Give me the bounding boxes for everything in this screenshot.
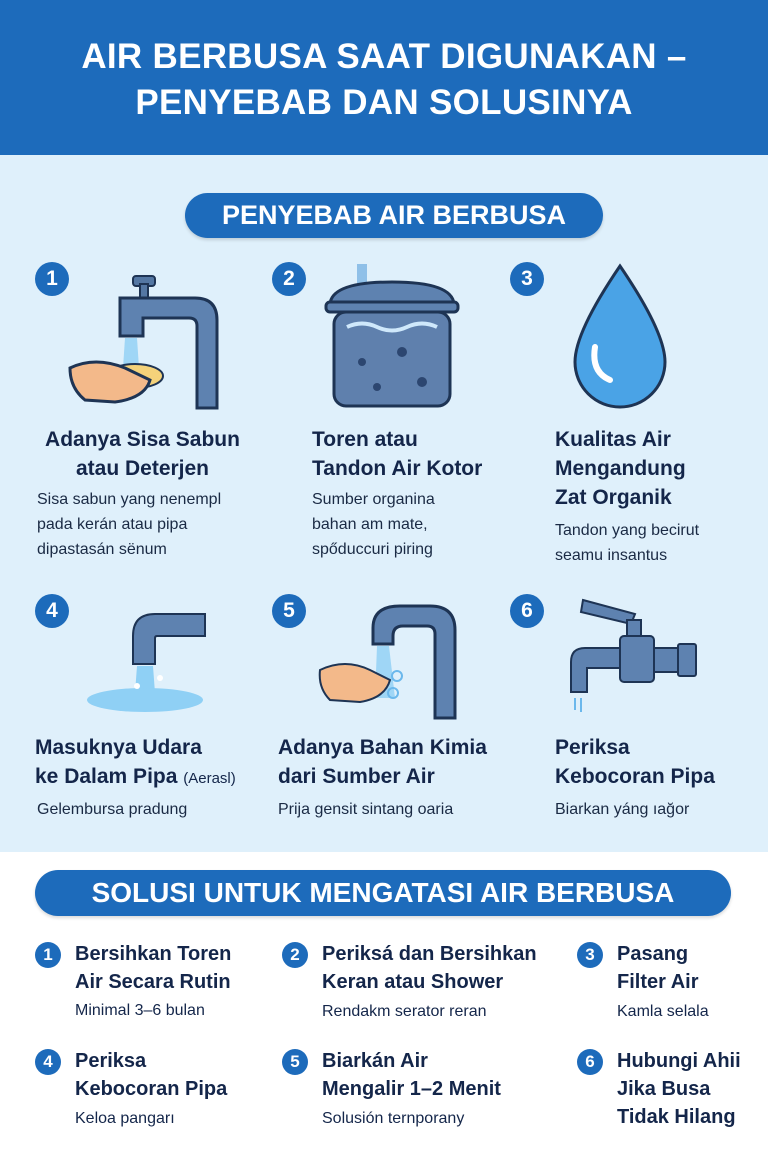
header-title-line2: PENYEBAB DAN SOLUSINYA [135, 83, 633, 122]
cause-title [278, 733, 487, 791]
title-line: Mengalir 1–2 Menit [322, 1078, 501, 1100]
title-line: dari Sumber Air [278, 765, 435, 788]
desc-line: seamu insantus [555, 547, 668, 564]
title-line: Tidak Hilang [617, 1106, 736, 1128]
title-line: Zat Organik [555, 486, 672, 509]
cause-desc: Gelembursa pradung [37, 801, 188, 818]
solution-desc: Solusión ternporany [322, 1110, 465, 1127]
solution-desc: Keloa pangarı [75, 1110, 175, 1127]
title-line: Kebocoran Pipa [75, 1078, 228, 1100]
faucet-hand-icon [315, 598, 465, 720]
title-line: Pasang [617, 943, 689, 965]
solution-title [617, 940, 768, 996]
pipe-splash-icon [85, 608, 215, 718]
desc-line: Tandon yang becirut [555, 522, 700, 539]
cause-desc [555, 518, 699, 568]
title-line: Adanya Sisa Sabun [45, 428, 240, 451]
cause-number: 4 [35, 594, 69, 628]
desc-line: pada kerán atau pipa [37, 516, 188, 533]
title-line: Periksa [75, 1050, 147, 1072]
page-header [0, 0, 768, 155]
solution-number: 1 [35, 942, 61, 968]
desc-line: dipastasán sënum [37, 541, 167, 558]
solution-title [322, 940, 562, 996]
title-line: Kebocoran Pipa [555, 765, 715, 788]
solution-number: 3 [577, 942, 603, 968]
solution-title [322, 1047, 562, 1103]
cause-title [555, 733, 715, 791]
solutions-heading: SOLUSI UNTUK MENGATASI AIR BERBUSA [35, 870, 731, 916]
header-title-line1: AIR BERBUSA SAAT DIGUNAKAN – [81, 37, 687, 76]
title-line: Periksa [555, 736, 630, 759]
cause-title [35, 425, 250, 483]
title-line: Periksá dan Bersihkan [322, 943, 537, 965]
solution-title [75, 940, 315, 996]
title-line: ke Dalam Pipa [35, 765, 178, 788]
title-line: atau Deterjen [75, 457, 210, 480]
cause-title [35, 733, 236, 793]
causes-heading: PENYEBAB AIR BERBUSA [185, 193, 603, 238]
cause-number: 3 [510, 262, 544, 296]
title-line: Kualitas Air [555, 428, 671, 451]
desc-line: Sumber organina [312, 491, 435, 508]
title-line: Biarkán Air [322, 1050, 428, 1072]
title-line: Bersihkan Toren [75, 943, 232, 965]
solution-title [75, 1047, 315, 1103]
cause-title [312, 425, 482, 483]
cause-number: 2 [272, 262, 306, 296]
title-line: Jika Busa [617, 1078, 711, 1100]
title-line: Toren atau [312, 428, 418, 451]
cause-title [555, 425, 686, 512]
title-line: Air Secara Rutin [75, 971, 231, 993]
title-line: Tandon Air Kotor [312, 457, 483, 480]
solution-desc: Kamla selala [617, 1003, 709, 1020]
desc-line: bahan am mate, [312, 516, 428, 533]
solution-title [617, 1047, 768, 1131]
water-tank-icon [322, 262, 462, 412]
solution-number: 2 [282, 942, 308, 968]
valve-pipe-icon [565, 592, 705, 717]
cause-desc [37, 487, 221, 562]
cause-desc [312, 487, 435, 562]
cause-desc: Biarkan yáng ıağor [555, 801, 690, 818]
title-note: (Aerasl) [183, 770, 236, 787]
cause-number: 6 [510, 594, 544, 628]
cause-number: 5 [272, 594, 306, 628]
title-line: Filter Air [617, 971, 699, 993]
title-line: Mengandung [555, 457, 686, 480]
faucet-hand-soap-icon [65, 268, 225, 413]
solution-number: 5 [282, 1049, 308, 1075]
cause-number: 1 [35, 262, 69, 296]
water-drop-icon [565, 262, 675, 412]
title-line: Keran atau Shower [322, 971, 504, 993]
solution-number: 6 [577, 1049, 603, 1075]
solution-desc: Rendakm serator reran [322, 1003, 487, 1020]
desc-line: Sisa sabun yang nenempl [37, 491, 222, 508]
title-line: Hubungi Ahii [617, 1050, 741, 1072]
title-line: Masuknya Udara [35, 736, 202, 759]
desc-line: spőduccuri piring [312, 541, 433, 558]
solution-desc: Minimal 3–6 bulan [75, 1002, 205, 1019]
solution-number: 4 [35, 1049, 61, 1075]
cause-desc: Prija gensit sintang oaria [278, 801, 454, 818]
title-line: Adanya Bahan Kimia [278, 736, 487, 759]
